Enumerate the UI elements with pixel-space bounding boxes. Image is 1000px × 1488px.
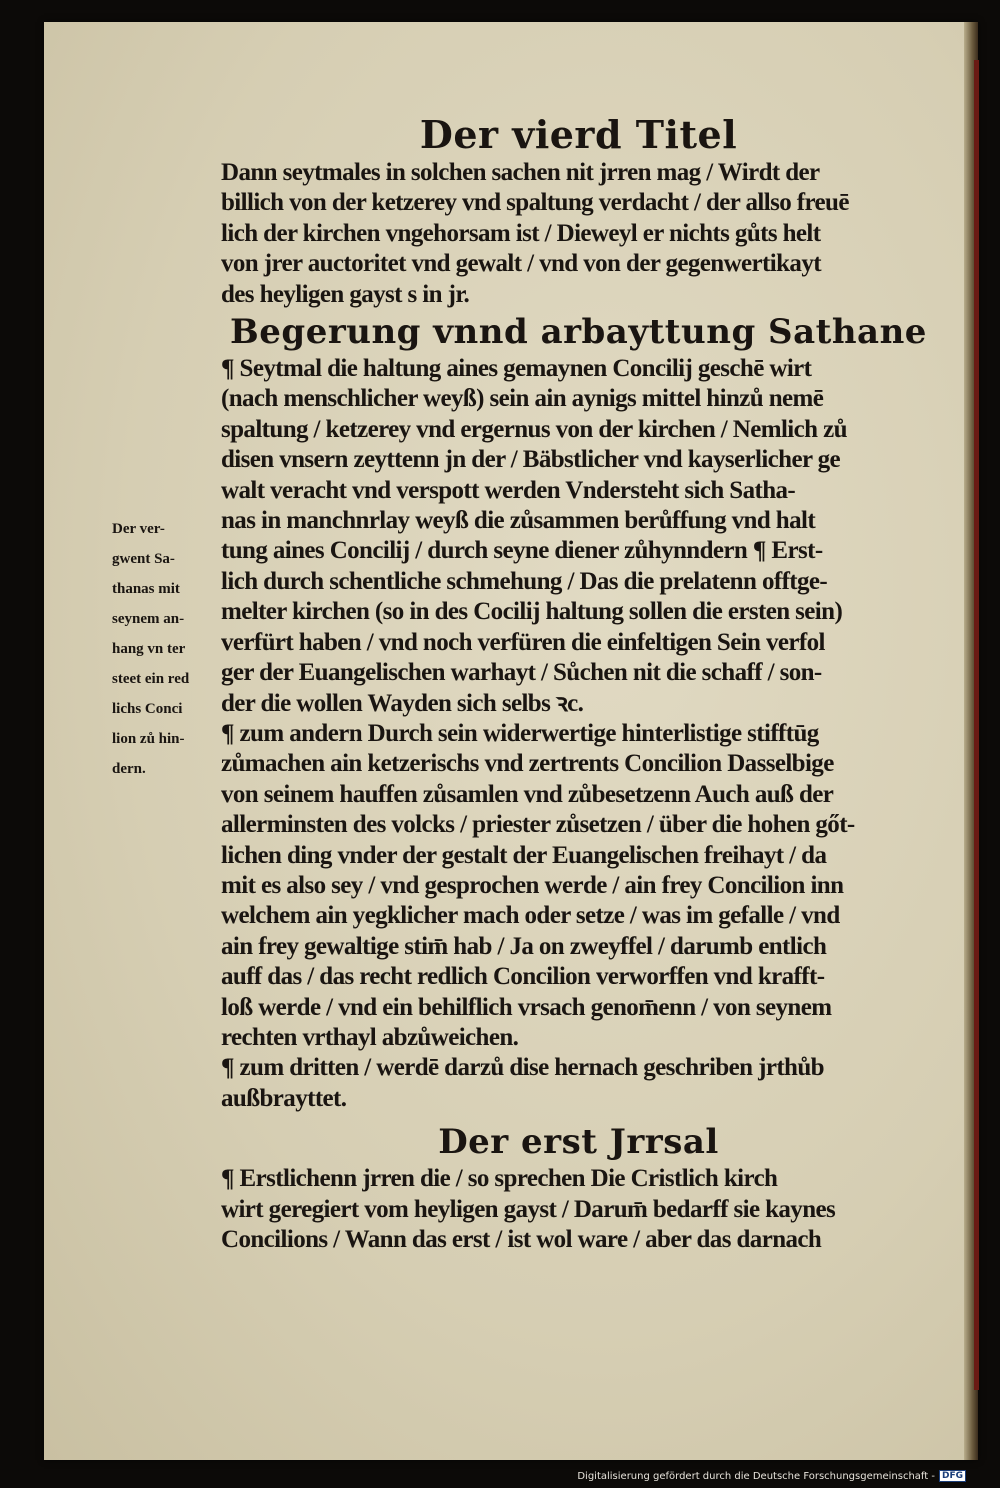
page-title: Der vierd Titel xyxy=(419,112,738,157)
text-line: lichs Conci xyxy=(112,701,183,717)
text-line: ¶ zum andern Durch sein widerwertige hinterlistige stifftūg xyxy=(221,719,819,747)
text-line: lich der kirchen vngehorsam ist / Dieweyl er nichts gůts helt xyxy=(221,219,821,247)
text-line: spaltung / ketzerey vnd ergernus von der kirchen / Nemlich zů xyxy=(221,415,847,443)
text-line: lion zů hin- xyxy=(112,731,185,747)
text-line: von jrer auctoritet vnd gewalt / vnd von der gegenwertikayt xyxy=(221,250,821,278)
footer-credit xyxy=(577,1470,966,1482)
text-line: der die wollen Wayden sich selbs ꝛc. xyxy=(221,689,584,717)
text-line: auff das / das recht redlich Concilion verworffen vnd krafft- xyxy=(221,963,825,991)
text-line: billich von der ketzerey vnd spaltung verdacht / der allso freuē xyxy=(221,189,849,217)
book-edge-red xyxy=(974,60,979,1390)
text-line: walt veracht vnd verspott werden Vndersteht sich Satha- xyxy=(221,476,796,504)
text-line: allerminsten des volcks / priester zůsetzen / über die hohen gőt- xyxy=(221,811,855,839)
footer-credit-text: Digitalisierung gefördert durch die Deutsche Forschungsgemeinschaft - xyxy=(577,1470,935,1482)
text-line: ¶ zum dritten / werdē darzů dise hernach geschriben jrthůb xyxy=(221,1054,824,1082)
dfg-logo: DFG xyxy=(939,1470,966,1482)
text-line: ain frey gewaltige stim̄ hab / Ja on zweyffel / darumb entlich xyxy=(221,932,827,960)
section-heading-begerung: Begerung vnnd arbayttung Sathane xyxy=(230,312,927,353)
intro-paragraph xyxy=(221,158,936,310)
text-line: mit es also sey / vnd gesprochen werde / ain frey Concilion inn xyxy=(221,871,844,899)
text-line: ¶ Seytmal die haltung aines gemaynen Concilij geschē wirt xyxy=(221,355,812,383)
text-line: von seinem hauffen zůsamlen vnd zůbesetzenn Auch auß der xyxy=(221,780,834,808)
text-line: dern. xyxy=(112,761,146,777)
text-line: melter kirchen (so in des Cocilij haltung sollen die ersten sein) xyxy=(221,598,843,626)
text-line: zůmachen ain ketzerischs vnd zertrents Concilion Dasselbige xyxy=(221,750,834,778)
section-heading-erst-jrrsal: Der erst Jrrsal xyxy=(438,1122,719,1163)
text-line: Dann seytmales in solchen sachen nit jrren mag / Wirdt der xyxy=(221,159,820,186)
text-line: steet ein red xyxy=(112,671,190,687)
text-line: tung aines Concilij / durch seyne diener zůhynndern ¶ Erst- xyxy=(221,537,823,565)
text-line: welchem ain yegklicher mach oder setze / was im gefalle / vnd xyxy=(221,902,840,930)
text-line: thanas mit xyxy=(112,581,180,597)
text-line: rechten vrthayl abzůweichen. xyxy=(221,1023,519,1051)
text-line: gwent Sa- xyxy=(112,551,175,567)
text-line: loß werde / vnd ein behilflich vrsach genom̄enn / von seynem xyxy=(221,993,832,1021)
main-text xyxy=(221,112,936,1255)
text-line: (nach menschlicher weyß) sein ain aynigs mittel hinzů nemē xyxy=(221,385,824,413)
text-line: wirt geregiert vom heyligen gayst / Darum̄ bedarff sie kaynes xyxy=(221,1195,836,1223)
section-body-begerung xyxy=(221,354,936,1114)
text-line: ¶ Erstlichenn jrren die / so sprechen Die Cristlich kirch xyxy=(221,1165,778,1193)
text-line: Der ver- xyxy=(112,521,165,537)
text-line: ger der Euangelischen warhayt / Sůchen nit die schaff / son- xyxy=(221,659,822,687)
text-line: des heyligen gayst s in jr. xyxy=(221,280,470,308)
text-line: hang vn ter xyxy=(112,641,186,657)
text-line: Concilions / Wann das erst / ist wol ware / aber das darnach xyxy=(221,1226,822,1253)
text-line: außbrayttet. xyxy=(221,1084,347,1112)
text-line: lichen ding vnder der gestalt der Euangelischen freihayt / da xyxy=(221,841,827,869)
text-line: lich durch schentliche schmehung / Das die prelatenn offtge- xyxy=(221,567,828,595)
margin-note xyxy=(112,514,212,784)
text-line: verfürt haben / vnd noch verfüren die einfeltigen Sein verfol xyxy=(221,628,825,656)
section-body-erst-jrrsal xyxy=(221,1164,936,1255)
text-line: nas in manchnrlay weyß die zůsammen berůffung vnd halt xyxy=(221,507,816,535)
text-line: seynem an- xyxy=(112,611,185,627)
text-line: disen vnsern zeyttenn jn der / Bäbstlicher vnd kayserlicher ge xyxy=(221,446,841,474)
